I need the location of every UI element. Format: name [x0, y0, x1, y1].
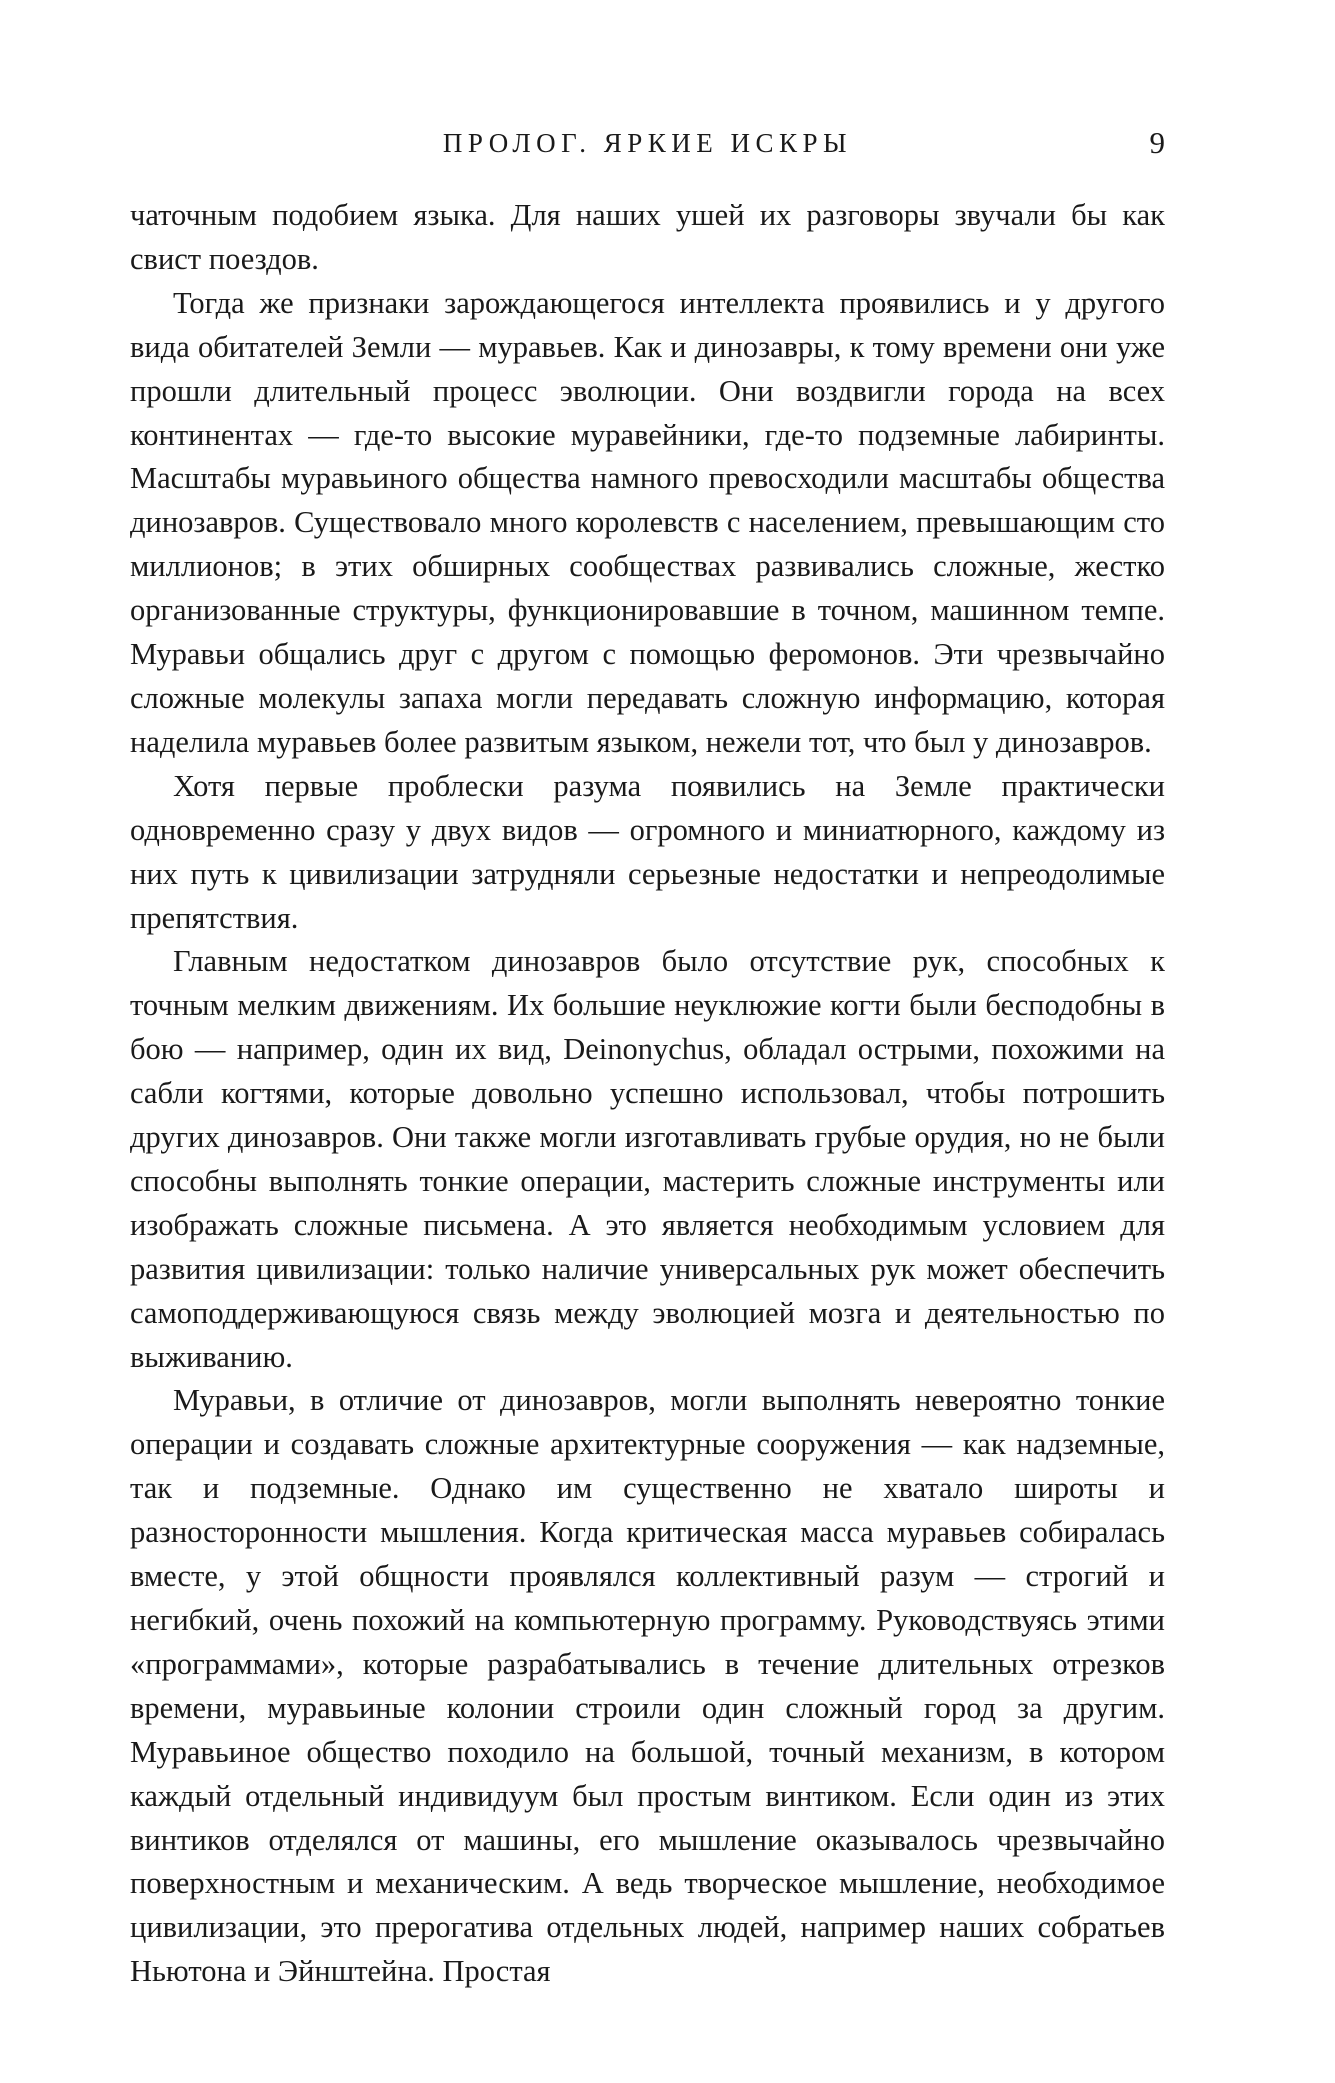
- paragraph-ants: Тогда же признаки зарождающегося интеллекта проявились и у другого вида обитателей Земли — муравьев. Как и динозавры, к тому времени они уже прошли длительный процесс эволюции. Они воздвигли города на всех континентах — где-то высокие муравейники, где-то подземные лабиринты. Масштабы муравьиного общества намного превосходили масштабы общества динозавров. Существовало много королевств с населением, превышающим сто миллионов; в этих обширных сообществах развивались сложные, жестко организованные структуры, функционировавшие в точном, машинном темпе. Муравьи общались друг с другом с помощью феромонов. Эти чрезвычайно сложные молекулы запаха могли передавать сложную информацию, которая наделила муравьев более развитым языком, нежели тот, что был у динозавров.: [130, 285, 1165, 759]
- running-title: ПРОЛОГ. ЯРКИЕ ИСКРЫ: [442, 128, 853, 158]
- page-number: 9: [1149, 125, 1165, 160]
- paragraph-continued: чаточным подобием языка. Для наших ушей их разговоры звучали бы как свист поездов.: [130, 198, 1165, 276]
- body-text: [130, 194, 1165, 1994]
- paragraph-dinosaur-hands: Главным недостатком динозавров было отсутствие рук, способных к точным мелким движениям. Их большие неуклюжие когти были бесподобны в бою — например, один их вид, Deinonychus, обладал острыми, похожими на сабли когтями, которые довольно успешно использовал, чтобы потрошить других динозавров. Они также могли изготавливать грубые орудия, но не были способны выполнять тонкие операции, мастерить сложные инструменты или изображать сложные письмена. А это является необходимым условием для развития цивилизации: только наличие универсальных рук может обеспечить самоподдерживающуюся связь между эволюцией мозга и деятельностью по выживанию.: [130, 944, 1165, 1374]
- running-head: [130, 125, 1165, 168]
- paragraph-ant-mind: Муравьи, в отличие от динозавров, могли выполнять невероятно тонкие операции и создавать сложные архитектурные сооружения — как надземные, так и подземные. Однако им существенно не хватало широты и разносторонности мышления. Когда критическая масса муравьев собиралась вместе, у этой общности проявлялся коллективный разум — строгий и негибкий, очень похожий на компьютерную программу. Руководствуясь этими «программами», которые разрабатывались в течение длительных отрезков времени, муравьиные колонии строили один сложный город за другим. Муравьиное общество походило на большой, точный механизм, в котором каждый отдельный индивидуум был простым винтиком. Если один из этих винтиков отделялся от машины, его мышление оказывалось чрезвычайно поверхностным и механическим. А ведь творческое мышление, необходимое цивилизации, это прерогатива отдельных людей, например наших собратьев Ньютона и Эйнштейна. Простая: [130, 1383, 1165, 1989]
- paragraph-two-species: Хотя первые проблески разума появились на Земле практически одновременно сразу у двух видов — огромного и миниатюрного, каждому из них путь к цивилизации затрудняли серьезные недостатки и непреодолимые препятствия.: [130, 768, 1165, 935]
